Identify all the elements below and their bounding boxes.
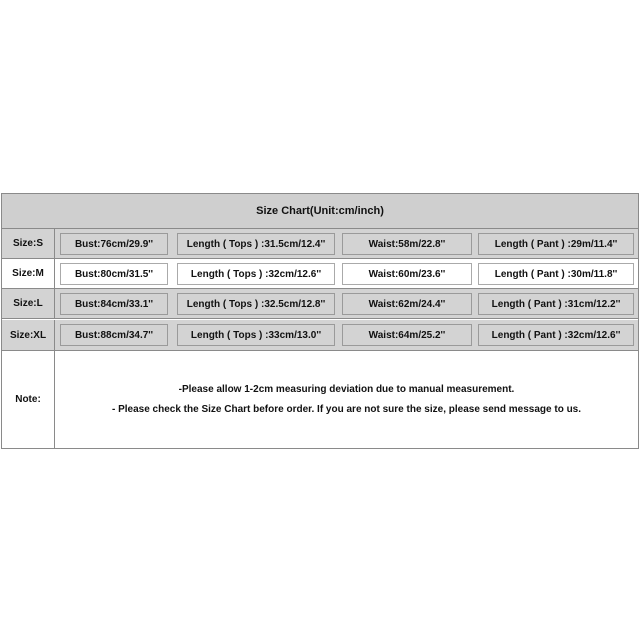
table-row-size-s [2, 229, 638, 259]
length-tops-cell: Length ( Tops ) :33cm/13.0'' [177, 324, 335, 346]
note-label: Note: [2, 351, 55, 448]
waist-cell: Waist:64m/25.2'' [342, 324, 472, 346]
size-label: Size:XL [2, 320, 55, 350]
bust-cell: Bust:76cm/29.9'' [60, 233, 168, 255]
waist-cell: Waist:60m/23.6'' [342, 263, 472, 285]
table-row-size-xl [2, 320, 638, 351]
bust-cell: Bust:84cm/33.1'' [60, 293, 168, 315]
bust-cell: Bust:80cm/31.5'' [60, 263, 168, 285]
bust-cell: Bust:88cm/34.7'' [60, 324, 168, 346]
size-chart-title: Size Chart(Unit:cm/inch) [2, 194, 638, 229]
size-label: Size:L [2, 289, 55, 318]
waist-cell: Waist:62m/24.4'' [342, 293, 472, 315]
note-line-1: -Please allow 1-2cm measuring deviation due to manual measurement. [178, 383, 515, 395]
size-chart-table [1, 193, 639, 449]
length-pant-cell: Length ( Pant ) :29m/11.4'' [478, 233, 634, 255]
length-pant-cell: Length ( Pant ) :30m/11.8'' [478, 263, 634, 285]
waist-cell: Waist:58m/22.8'' [342, 233, 472, 255]
table-row-size-m [2, 259, 638, 289]
size-label: Size:M [2, 259, 55, 288]
length-pant-cell: Length ( Pant ) :31cm/12.2'' [478, 293, 634, 315]
length-pant-cell: Length ( Pant ) :32cm/12.6'' [478, 324, 634, 346]
note-line-2: - Please check the Size Chart before order. If you are not sure the size, please send message to us. [111, 403, 582, 415]
length-tops-cell: Length ( Tops ) :32cm/12.6'' [177, 263, 335, 285]
size-label: Size:S [2, 229, 55, 258]
note-text [55, 351, 638, 448]
length-tops-cell: Length ( Tops ) :32.5cm/12.8'' [177, 293, 335, 315]
table-row-size-l [2, 289, 638, 319]
note-row [2, 351, 638, 448]
length-tops-cell: Length ( Tops ) :31.5cm/12.4'' [177, 233, 335, 255]
